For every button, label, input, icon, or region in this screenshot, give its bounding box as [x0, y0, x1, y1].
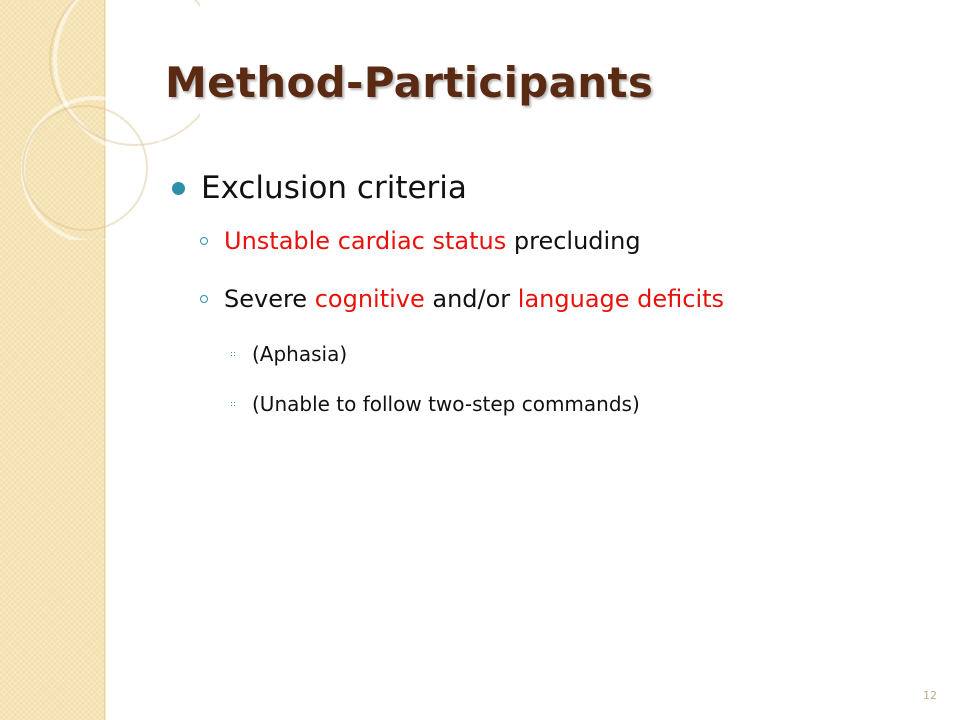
bullet-level-3-commands	[230, 387, 930, 421]
bullet-level-3-aphasia	[230, 337, 930, 371]
highlight-text: cognitive	[314, 285, 425, 313]
slide-title: Method-Participants	[165, 58, 654, 107]
bullet-ring-icon	[200, 237, 208, 245]
bullet-square-icon	[230, 401, 236, 407]
sub-item-text: (Aphasia)	[252, 342, 348, 366]
highlight-text: Unstable cardiac status	[224, 227, 507, 255]
bullet-level-2-deficits	[200, 279, 930, 319]
body-text: precluding	[506, 227, 641, 255]
bullet-dot-icon	[172, 182, 185, 195]
body-text: Severe	[224, 285, 315, 313]
body-text: and/or	[424, 285, 518, 313]
exclusion-criteria-heading: Exclusion criteria	[201, 170, 467, 206]
bullet-level-1	[170, 165, 930, 211]
bullet-level-2-cardiac	[200, 221, 930, 261]
bullet-list	[170, 165, 930, 437]
highlight-text: language deficits	[517, 285, 725, 313]
bullet-square-icon	[230, 351, 236, 357]
page-number: 12	[923, 689, 937, 702]
bullet-ring-icon	[200, 295, 208, 303]
sub-item-text: (Unable to follow two-step commands)	[252, 392, 640, 416]
